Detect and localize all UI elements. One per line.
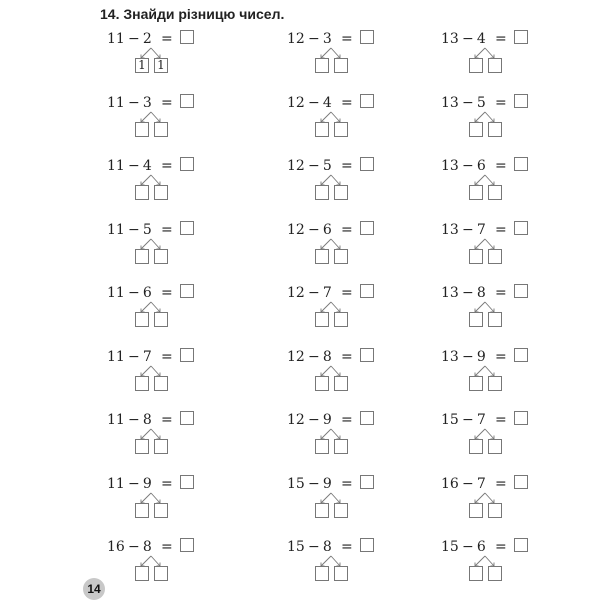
answer-box[interactable] <box>514 221 528 235</box>
problem-expression <box>287 284 374 302</box>
minus-sign: − <box>461 348 474 365</box>
split-right-box[interactable] <box>154 376 168 391</box>
minuend: 15 <box>287 475 305 492</box>
number-split <box>309 47 349 77</box>
subtrahend: 5 <box>322 158 332 174</box>
subtrahend: 3 <box>322 31 332 47</box>
number-split <box>129 492 169 522</box>
answer-box[interactable] <box>360 475 374 489</box>
answer-box[interactable] <box>180 475 194 489</box>
problem <box>441 348 551 398</box>
minuend: 13 <box>441 94 459 111</box>
split-left-box[interactable] <box>315 249 329 264</box>
split-left-box[interactable] <box>135 376 149 391</box>
problem <box>441 221 551 271</box>
minuend: 13 <box>441 348 459 365</box>
split-right-box[interactable] <box>334 122 348 137</box>
problem-expression <box>107 30 194 48</box>
answer-box[interactable] <box>360 30 374 44</box>
problem-expression <box>287 475 374 493</box>
minuend: 11 <box>107 158 125 174</box>
minuend: 11 <box>107 94 125 111</box>
problem-expression <box>287 411 374 429</box>
problem-expression <box>107 411 194 429</box>
subtrahend: 6 <box>476 158 486 174</box>
problem <box>287 284 397 334</box>
split-left-box[interactable] <box>315 122 329 137</box>
minus-sign: − <box>461 31 474 47</box>
split-right-box[interactable] <box>334 439 348 454</box>
minus-sign: − <box>307 94 320 111</box>
minus-sign: − <box>127 412 140 428</box>
number-split <box>463 492 503 522</box>
split-right-box[interactable] <box>488 439 502 454</box>
answer-box[interactable] <box>514 30 528 44</box>
equals-sign: = <box>340 475 353 492</box>
split-left-box[interactable] <box>135 439 149 454</box>
minuend: 12 <box>287 94 305 111</box>
number-split <box>129 428 169 458</box>
subtrahend: 6 <box>322 221 332 238</box>
minuend: 11 <box>107 221 125 238</box>
subtrahend: 7 <box>476 221 486 238</box>
equals-sign: = <box>340 221 353 238</box>
problem-expression <box>107 94 194 112</box>
problem <box>287 538 397 588</box>
answer-box[interactable] <box>180 94 194 108</box>
problem <box>287 348 397 398</box>
minus-sign: − <box>461 221 474 238</box>
problem <box>287 94 397 144</box>
number-split <box>129 111 169 141</box>
number-split <box>463 428 503 458</box>
minuend: 13 <box>441 158 459 174</box>
number-split <box>129 301 169 331</box>
subtrahend: 2 <box>142 31 152 47</box>
split-right-box[interactable] <box>154 566 168 581</box>
number-split <box>463 47 503 77</box>
problem <box>441 157 551 207</box>
problem-expression <box>441 348 528 366</box>
split-left-box[interactable] <box>135 566 149 581</box>
subtrahend: 8 <box>322 348 332 365</box>
problem-expression <box>441 538 528 556</box>
minuend: 15 <box>441 412 459 428</box>
minus-sign: − <box>307 475 320 492</box>
split-left-box[interactable] <box>135 185 149 200</box>
equals-sign: = <box>160 158 173 174</box>
split-left-box[interactable] <box>315 376 329 391</box>
minuend: 12 <box>287 221 305 238</box>
problem <box>107 284 217 334</box>
split-right-box[interactable] <box>334 249 348 264</box>
split-right-box[interactable] <box>488 503 502 518</box>
number-split <box>463 238 503 268</box>
split-left-box[interactable] <box>315 566 329 581</box>
split-right-box[interactable] <box>154 185 168 200</box>
number-split <box>129 47 169 77</box>
problem-expression <box>287 94 374 112</box>
problem-expression <box>441 221 528 239</box>
split-right-box[interactable]: 1 <box>154 58 168 73</box>
minus-sign: − <box>307 348 320 365</box>
split-left-box[interactable] <box>469 503 483 518</box>
number-split <box>309 492 349 522</box>
number-split <box>309 555 349 585</box>
split-left-box[interactable] <box>135 312 149 327</box>
subtrahend: 6 <box>476 539 486 555</box>
problem-expression <box>441 94 528 112</box>
minus-sign: − <box>461 475 474 492</box>
minuend: 12 <box>287 31 305 47</box>
equals-sign: = <box>494 412 507 428</box>
problem-expression <box>441 30 528 48</box>
subtrahend: 8 <box>476 285 486 301</box>
equals-sign: = <box>340 94 353 111</box>
split-left-box[interactable] <box>469 312 483 327</box>
split-left-box[interactable] <box>315 312 329 327</box>
split-left-box[interactable] <box>469 185 483 200</box>
equals-sign: = <box>340 285 353 301</box>
minus-sign: − <box>461 539 474 555</box>
split-left-box[interactable] <box>315 58 329 73</box>
split-right-box[interactable] <box>334 376 348 391</box>
number-split <box>463 555 503 585</box>
number-split <box>463 301 503 331</box>
problem-expression <box>287 157 374 175</box>
equals-sign: = <box>160 31 173 47</box>
minus-sign: − <box>127 475 140 492</box>
answer-box[interactable] <box>360 411 374 425</box>
answer-box[interactable] <box>360 538 374 552</box>
minuend: 11 <box>107 412 125 428</box>
problem <box>287 157 397 207</box>
minuend: 13 <box>441 285 459 301</box>
minuend: 13 <box>441 221 459 238</box>
answer-box[interactable] <box>514 475 528 489</box>
split-right-box[interactable] <box>154 439 168 454</box>
minus-sign: − <box>307 285 320 301</box>
answer-box[interactable] <box>360 157 374 171</box>
problem <box>107 30 217 80</box>
minus-sign: − <box>127 285 140 301</box>
problem-expression <box>441 411 528 429</box>
problem-expression <box>107 348 194 366</box>
equals-sign: = <box>340 348 353 365</box>
minuend: 12 <box>287 285 305 301</box>
answer-box[interactable] <box>180 30 194 44</box>
subtrahend: 6 <box>142 285 152 301</box>
problem <box>441 94 551 144</box>
minus-sign: − <box>127 348 140 365</box>
subtrahend: 4 <box>322 94 332 111</box>
split-right-box[interactable] <box>334 566 348 581</box>
problem-expression <box>287 221 374 239</box>
minus-sign: − <box>127 158 140 174</box>
subtrahend: 9 <box>142 475 152 492</box>
problem <box>107 475 217 525</box>
split-left-box[interactable] <box>469 376 483 391</box>
number-split <box>309 238 349 268</box>
minus-sign: − <box>127 221 140 238</box>
subtrahend: 7 <box>322 285 332 301</box>
split-left-box[interactable]: 1 <box>135 58 149 73</box>
equals-sign: = <box>494 221 507 238</box>
problem <box>107 157 217 207</box>
answer-box[interactable] <box>180 221 194 235</box>
equals-sign: = <box>340 412 353 428</box>
problem <box>441 475 551 525</box>
problem <box>287 30 397 80</box>
split-left-box[interactable] <box>469 249 483 264</box>
split-right-box[interactable] <box>488 122 502 137</box>
equals-sign: = <box>340 539 353 555</box>
answer-box[interactable] <box>514 411 528 425</box>
problem-expression <box>441 284 528 302</box>
equals-sign: = <box>494 475 507 492</box>
problem <box>287 475 397 525</box>
split-left-box[interactable] <box>469 58 483 73</box>
minuend: 13 <box>441 31 459 47</box>
minuend: 16 <box>441 475 459 492</box>
answer-box[interactable] <box>180 411 194 425</box>
split-right-box[interactable] <box>154 312 168 327</box>
equals-sign: = <box>160 539 173 555</box>
page-number: 14 <box>83 578 105 600</box>
split-left-box[interactable] <box>469 122 483 137</box>
minus-sign: − <box>127 94 140 111</box>
subtrahend: 3 <box>142 94 152 111</box>
problem-expression <box>287 538 374 556</box>
problem-expression <box>287 348 374 366</box>
problem <box>441 411 551 461</box>
number-split <box>129 555 169 585</box>
equals-sign: = <box>494 158 507 174</box>
split-left-box[interactable] <box>315 439 329 454</box>
split-right-box[interactable] <box>154 249 168 264</box>
minuend: 11 <box>107 475 125 492</box>
answer-box[interactable] <box>360 348 374 362</box>
answer-box[interactable] <box>180 284 194 298</box>
equals-sign: = <box>494 94 507 111</box>
problem <box>107 411 217 461</box>
split-right-box[interactable] <box>334 503 348 518</box>
problem <box>107 348 217 398</box>
minus-sign: − <box>127 539 140 555</box>
split-left-box[interactable] <box>135 249 149 264</box>
split-right-box[interactable] <box>154 503 168 518</box>
equals-sign: = <box>160 412 173 428</box>
problem-expression <box>107 475 194 493</box>
subtrahend: 8 <box>142 539 152 555</box>
minuend: 15 <box>441 539 459 555</box>
equals-sign: = <box>494 348 507 365</box>
problem-expression <box>441 475 528 493</box>
problem-expression <box>107 221 194 239</box>
minuend: 15 <box>287 539 305 555</box>
problem <box>441 538 551 588</box>
problem <box>441 30 551 80</box>
number-split <box>309 111 349 141</box>
split-left-box[interactable] <box>135 122 149 137</box>
exercise-title: 14. Знайди різницю чисел. <box>100 6 285 22</box>
minus-sign: − <box>461 412 474 428</box>
subtrahend: 4 <box>142 158 152 174</box>
equals-sign: = <box>160 221 173 238</box>
split-right-box[interactable] <box>488 185 502 200</box>
minus-sign: − <box>127 31 140 47</box>
split-right-box[interactable] <box>334 185 348 200</box>
problem-expression <box>107 157 194 175</box>
problem-expression <box>107 538 194 556</box>
split-right-box[interactable] <box>488 376 502 391</box>
minus-sign: − <box>307 539 320 555</box>
answer-box[interactable] <box>514 157 528 171</box>
minuend: 16 <box>107 539 125 555</box>
answer-box[interactable] <box>514 284 528 298</box>
subtrahend: 7 <box>142 348 152 365</box>
answer-box[interactable] <box>514 94 528 108</box>
subtrahend: 7 <box>476 412 486 428</box>
problem <box>287 411 397 461</box>
equals-sign: = <box>340 158 353 174</box>
answer-box[interactable] <box>180 538 194 552</box>
minus-sign: − <box>461 158 474 174</box>
subtrahend: 5 <box>142 221 152 238</box>
minus-sign: − <box>461 285 474 301</box>
problem <box>107 94 217 144</box>
equals-sign: = <box>494 539 507 555</box>
problem-expression <box>441 157 528 175</box>
subtrahend: 5 <box>476 94 486 111</box>
number-split <box>463 365 503 395</box>
number-split <box>463 174 503 204</box>
minuend: 12 <box>287 348 305 365</box>
minuend: 12 <box>287 158 305 174</box>
equals-sign: = <box>160 94 173 111</box>
split-left-box[interactable] <box>469 566 483 581</box>
minuend: 11 <box>107 285 125 301</box>
number-split <box>463 111 503 141</box>
split-right-box[interactable] <box>488 249 502 264</box>
answer-box[interactable] <box>360 284 374 298</box>
answer-box[interactable] <box>514 538 528 552</box>
split-right-box[interactable] <box>488 312 502 327</box>
minuend: 11 <box>107 31 125 47</box>
equals-sign: = <box>160 475 173 492</box>
equals-sign: = <box>160 285 173 301</box>
subtrahend: 7 <box>476 475 486 492</box>
split-right-box[interactable] <box>488 58 502 73</box>
equals-sign: = <box>160 348 173 365</box>
split-right-box[interactable] <box>334 312 348 327</box>
problem <box>107 221 217 271</box>
minus-sign: − <box>307 412 320 428</box>
problem <box>287 221 397 271</box>
number-split <box>129 238 169 268</box>
number-split <box>129 365 169 395</box>
subtrahend: 8 <box>142 412 152 428</box>
number-split <box>309 301 349 331</box>
subtrahend: 9 <box>322 475 332 492</box>
number-split <box>309 365 349 395</box>
subtrahend: 9 <box>322 412 332 428</box>
answer-box[interactable] <box>360 94 374 108</box>
minus-sign: − <box>307 31 320 47</box>
minus-sign: − <box>307 158 320 174</box>
problem-expression <box>287 30 374 48</box>
split-right-box[interactable] <box>334 58 348 73</box>
split-left-box[interactable] <box>315 185 329 200</box>
equals-sign: = <box>494 31 507 47</box>
answer-box[interactable] <box>514 348 528 362</box>
number-split <box>129 174 169 204</box>
split-left-box[interactable] <box>315 503 329 518</box>
subtrahend: 8 <box>322 539 332 555</box>
answer-box[interactable] <box>180 157 194 171</box>
split-left-box[interactable] <box>135 503 149 518</box>
equals-sign: = <box>494 285 507 301</box>
split-right-box[interactable] <box>488 566 502 581</box>
answer-box[interactable] <box>180 348 194 362</box>
minuend: 12 <box>287 412 305 428</box>
problem <box>441 284 551 334</box>
equals-sign: = <box>340 31 353 47</box>
number-split <box>309 174 349 204</box>
number-split <box>309 428 349 458</box>
answer-box[interactable] <box>360 221 374 235</box>
minus-sign: − <box>307 221 320 238</box>
minus-sign: − <box>461 94 474 111</box>
subtrahend: 9 <box>476 348 486 365</box>
subtrahend: 4 <box>476 31 486 47</box>
problem <box>107 538 217 588</box>
split-left-box[interactable] <box>469 439 483 454</box>
split-right-box[interactable] <box>154 122 168 137</box>
problem-expression <box>107 284 194 302</box>
minuend: 11 <box>107 348 125 365</box>
